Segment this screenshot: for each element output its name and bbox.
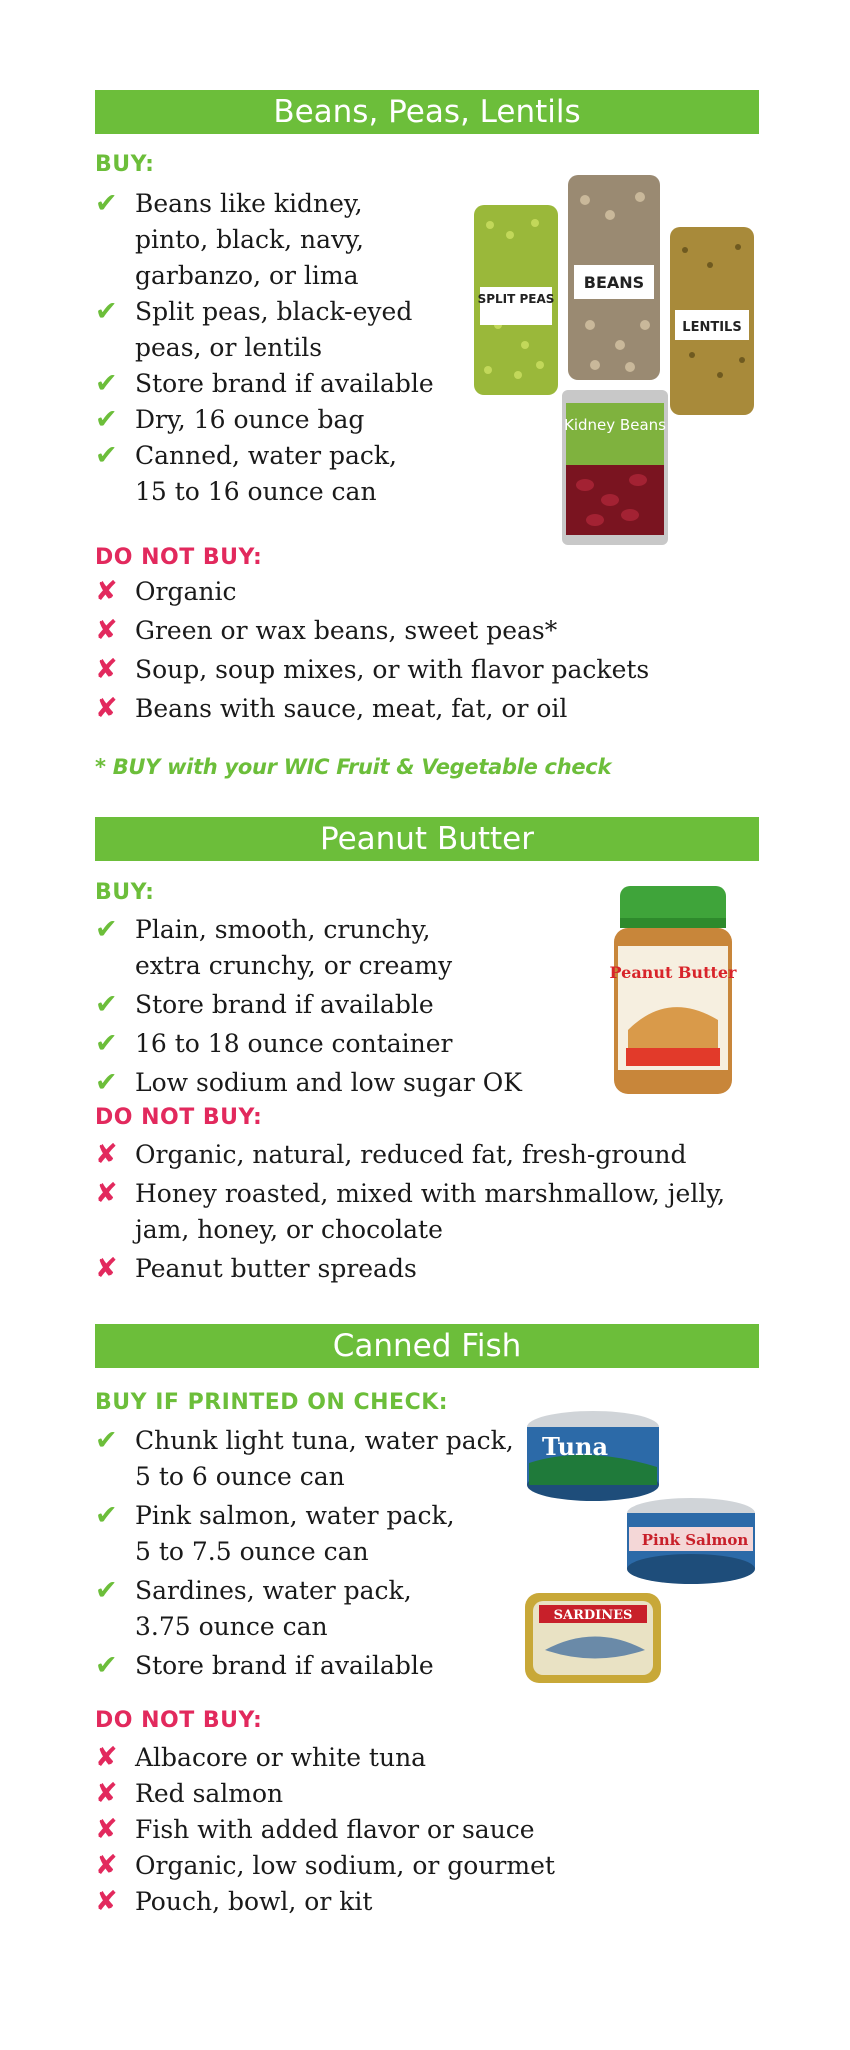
check-icon: ✔ xyxy=(95,1650,118,1681)
list-item: ✔ Store brand if available xyxy=(95,1648,515,1684)
check-icon: ✔ xyxy=(95,404,118,435)
list-item: ✔ Canned, water pack, 15 to 16 ounce can xyxy=(95,440,397,506)
list-item: ✔ Low sodium and low sugar OK xyxy=(95,1065,575,1101)
list-item: ✘ Organic, low sodium, or gourmet xyxy=(95,1848,695,1884)
list-item: ✘ Organic, natural, reduced fat, fresh-ground xyxy=(95,1137,775,1173)
cross-icon: ✘ xyxy=(95,1742,118,1773)
cross-icon: ✘ xyxy=(95,1814,118,1845)
peanut-butter-nobuy-list xyxy=(95,1137,775,1287)
beans-nobuy-list xyxy=(95,574,755,727)
list-item: ✔ Chunk light tuna, water pack, 5 to 6 ounce can xyxy=(95,1425,514,1491)
canned-fish-nobuy-heading: DO NOT BUY: xyxy=(95,1708,263,1733)
list-item: ✔ Store brand if available xyxy=(95,987,575,1023)
check-icon: ✔ xyxy=(95,914,118,945)
cross-icon: ✘ xyxy=(95,693,118,724)
cross-icon: ✘ xyxy=(95,654,118,685)
canned-fish-product-image xyxy=(515,1405,760,1695)
cross-icon: ✘ xyxy=(95,615,118,646)
check-icon: ✔ xyxy=(95,440,118,471)
peanut-butter-buy-list xyxy=(95,912,575,1101)
section-title-beans: Beans, Peas, Lentils xyxy=(95,90,759,134)
beans-bag-label: BEANS xyxy=(583,273,645,292)
beans-buy-list xyxy=(95,186,475,510)
check-icon: ✔ xyxy=(95,1575,118,1606)
tuna-can-label: Tuna xyxy=(541,1432,609,1461)
peanut-butter-jar-label: Peanut Butter xyxy=(609,963,737,982)
list-item: ✔ Split peas, black-eyed peas, or lentils xyxy=(95,296,413,362)
kidney-beans-label: Kidney Beans xyxy=(564,416,666,434)
check-icon: ✔ xyxy=(95,1500,118,1531)
lentils-label: LENTILS xyxy=(682,320,742,335)
salmon-can-label: Pink Salmon xyxy=(641,1531,749,1549)
list-item: ✘ Red salmon xyxy=(95,1776,695,1812)
list-item: ✔ 16 to 18 ounce container xyxy=(95,1026,575,1062)
beans-nobuy-heading: DO NOT BUY: xyxy=(95,545,263,570)
list-item: ✘ Albacore or white tuna xyxy=(95,1740,695,1776)
list-item: ✔ Plain, smooth, crunchy, extra crunchy, or creamy xyxy=(95,914,453,980)
check-icon: ✔ xyxy=(95,989,118,1020)
cross-icon: ✘ xyxy=(95,576,118,607)
section-title-canned-fish: Canned Fish xyxy=(95,1324,759,1368)
list-item: ✘ Honey roasted, mixed with marshmallow, jelly, jam, honey, or chocolate xyxy=(95,1178,726,1244)
list-item: ✔ Dry, 16 ounce bag xyxy=(95,402,475,438)
peanut-butter-nobuy-heading: DO NOT BUY: xyxy=(95,1105,263,1130)
check-icon: ✔ xyxy=(95,296,118,327)
peanut-butter-product-image xyxy=(608,880,738,1100)
list-item: ✘ Green or wax beans, sweet peas* xyxy=(95,613,755,649)
check-icon: ✔ xyxy=(95,1425,118,1456)
list-item: ✘ Beans with sauce, meat, fat, or oil xyxy=(95,691,755,727)
list-item: ✔ Store brand if available xyxy=(95,366,475,402)
check-icon: ✔ xyxy=(95,188,118,219)
cross-icon: ✘ xyxy=(95,1253,118,1284)
cross-icon: ✘ xyxy=(95,1850,118,1881)
cross-icon: ✘ xyxy=(95,1778,118,1809)
list-item: ✔ Pink salmon, water pack, 5 to 7.5 ounce can xyxy=(95,1500,455,1566)
section-title-peanut-butter: Peanut Butter xyxy=(95,817,759,861)
canned-fish-nobuy-list xyxy=(95,1740,695,1920)
beans-footnote: * BUY with your WIC Fruit & Vegetable check xyxy=(95,755,612,779)
cross-icon: ✘ xyxy=(95,1139,118,1170)
list-item: ✘ Peanut butter spreads xyxy=(95,1251,775,1287)
check-icon: ✔ xyxy=(95,368,118,399)
list-item: ✘ Pouch, bowl, or kit xyxy=(95,1884,695,1920)
beans-product-image xyxy=(470,175,760,550)
canned-fish-buy-heading: BUY IF PRINTED ON CHECK: xyxy=(95,1390,449,1415)
list-item: ✘ Soup, soup mixes, or with flavor packets xyxy=(95,652,755,688)
list-item: ✔ Beans like kidney, pinto, black, navy, garbanzo, or lima xyxy=(95,188,364,290)
beans-buy-heading: BUY: xyxy=(95,152,155,177)
cross-icon: ✘ xyxy=(95,1178,118,1209)
canned-fish-buy-list xyxy=(95,1423,515,1684)
list-item: ✘ Fish with added flavor or sauce xyxy=(95,1812,695,1848)
cross-icon: ✘ xyxy=(95,1886,118,1917)
check-icon: ✔ xyxy=(95,1067,118,1098)
list-item: ✔ Sardines, water pack, 3.75 ounce can xyxy=(95,1575,412,1641)
split-peas-label: SPLIT PEAS xyxy=(477,292,555,306)
list-item: ✘ Organic xyxy=(95,574,755,610)
check-icon: ✔ xyxy=(95,1028,118,1059)
sardines-tin-label: SARDINES xyxy=(553,1608,633,1623)
peanut-butter-buy-heading: BUY: xyxy=(95,880,155,905)
